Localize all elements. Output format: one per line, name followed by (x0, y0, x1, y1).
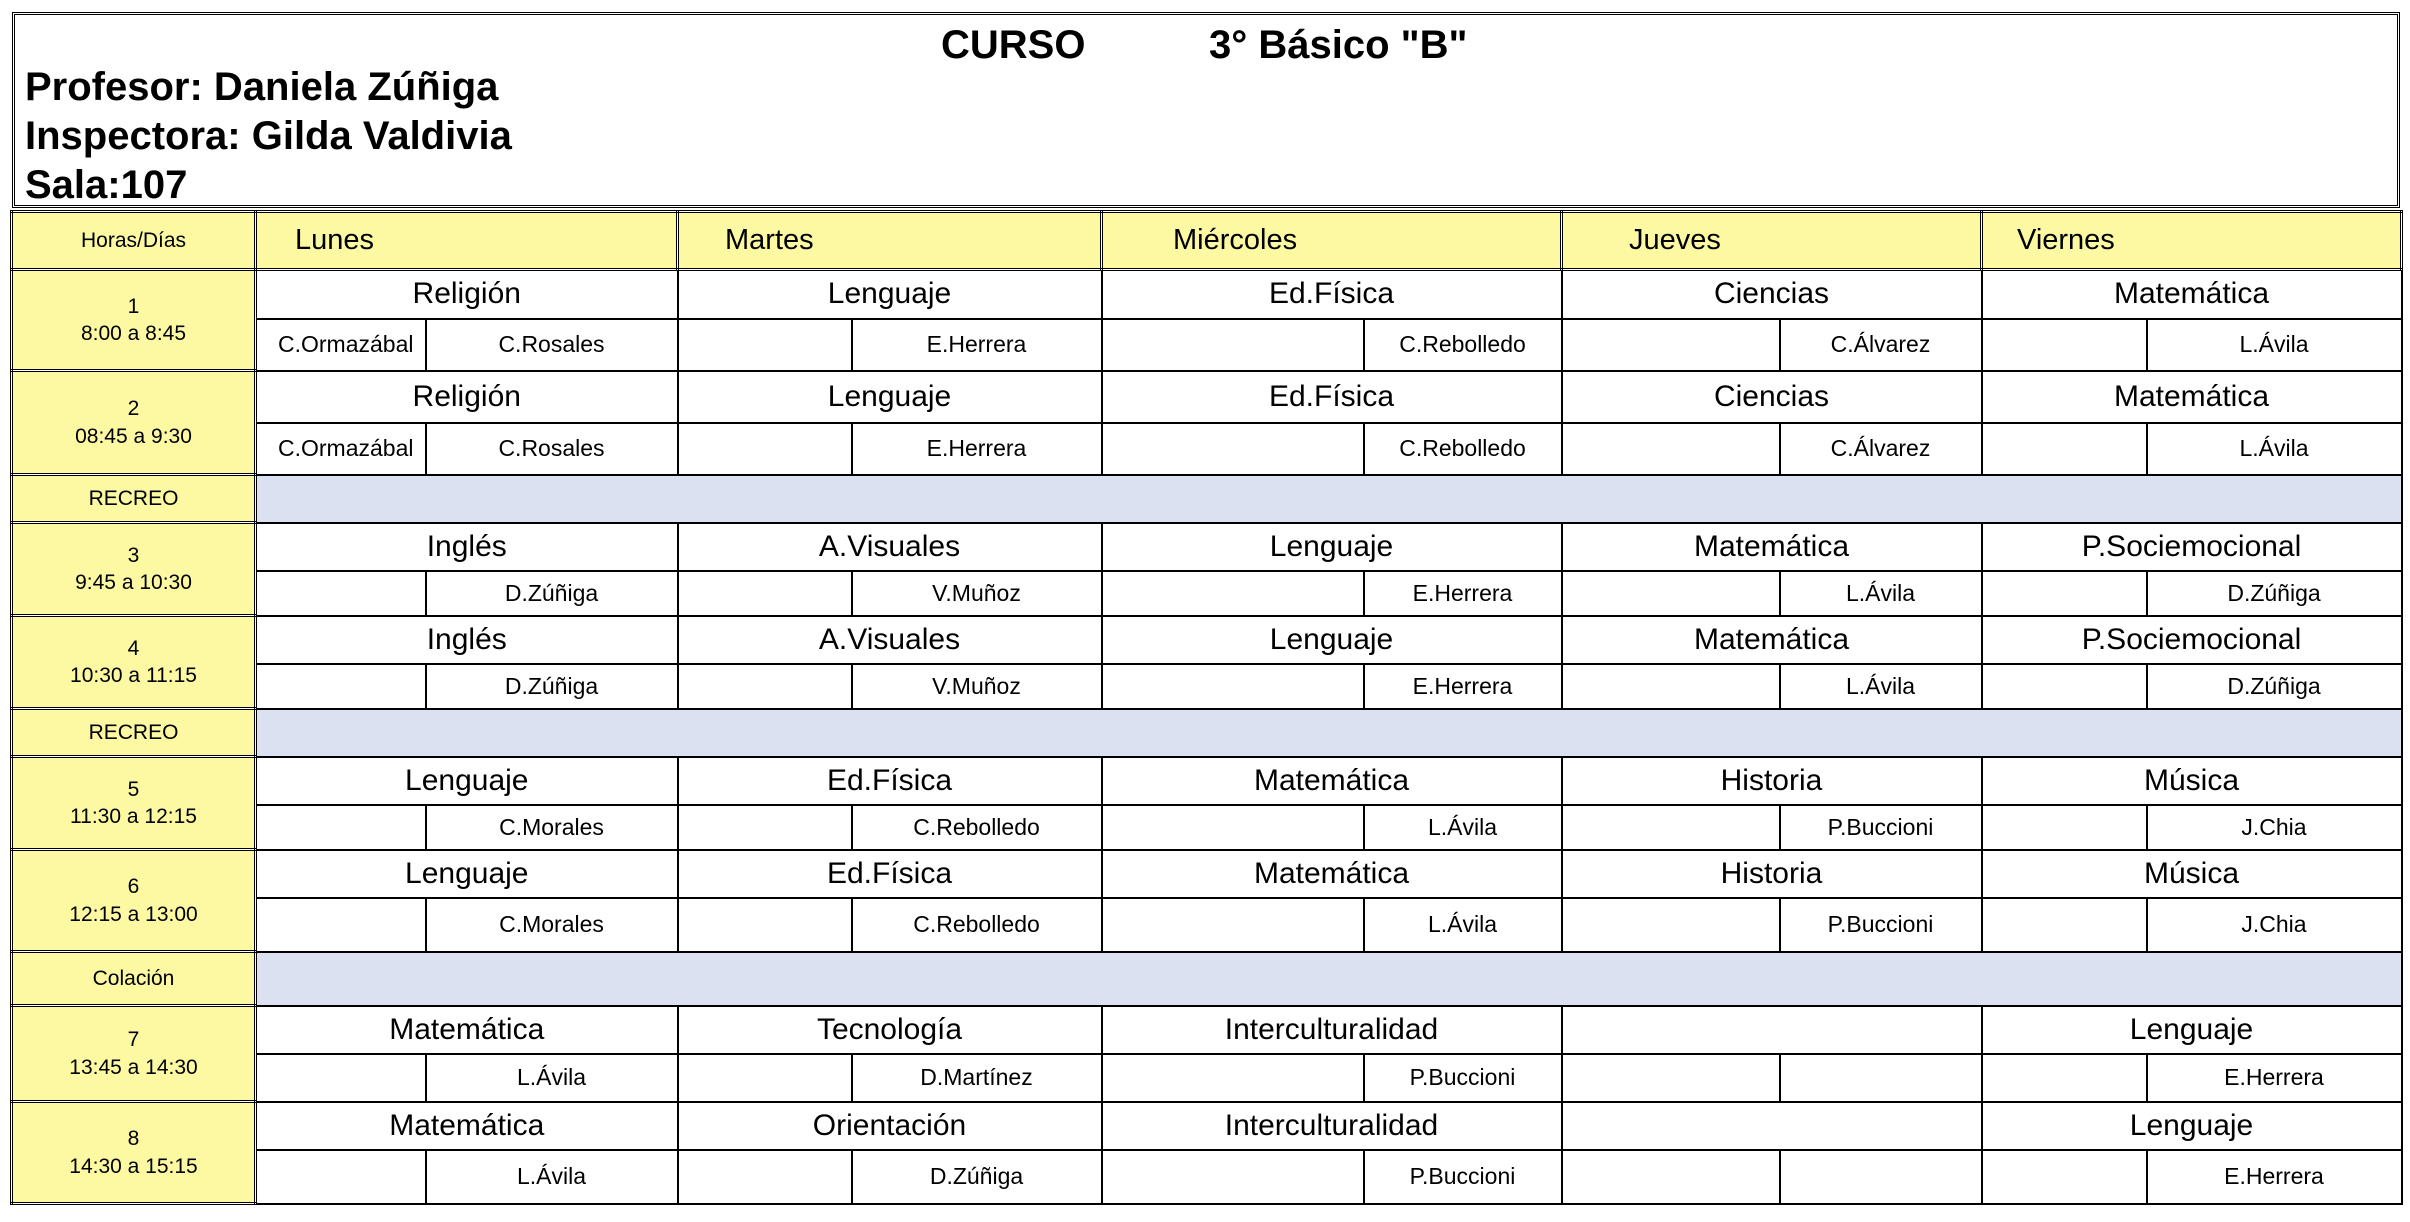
empty-cell (678, 571, 852, 616)
teacher-cell: C.Rosales (426, 319, 678, 371)
period-6-teacher-row (12, 898, 2402, 952)
subject-cell (1562, 1006, 1982, 1054)
days-header-row (12, 212, 2402, 270)
teacher-cell: P.Buccioni (1780, 805, 1982, 850)
subject-cell: Matemática (1562, 616, 1982, 664)
subject-cell: Matemática (1562, 523, 1982, 571)
empty-cell (1562, 571, 1780, 616)
empty-cell (1102, 423, 1364, 475)
empty-cell (1562, 1150, 1780, 1204)
period-3-subject-row (12, 523, 2402, 571)
extra-teacher-cell: C.Ormazábal (256, 319, 426, 371)
break-band (256, 709, 2402, 757)
subject-cell: Ed.Física (678, 850, 1102, 898)
corner-header: Horas/Días (12, 212, 256, 270)
colacion-row (12, 952, 2402, 1006)
teacher-cell: D.Zúñiga (426, 571, 678, 616)
subject-cell: Orientación (678, 1102, 1102, 1150)
subject-cell: Lenguaje (256, 757, 678, 805)
subject-cell: Historia (1562, 850, 1982, 898)
period-time: 10:30 a 11:15 (70, 664, 197, 687)
period-4-teacher-row (12, 664, 2402, 709)
period-time: 08:45 a 9:30 (75, 424, 192, 448)
subject-cell: Matemática (1102, 757, 1562, 805)
day-header-lunes: Lunes (256, 212, 678, 270)
subject-cell: Matemática (1982, 270, 2402, 319)
subject-cell: Lenguaje (678, 371, 1102, 423)
empty-cell (1562, 898, 1780, 952)
empty-cell (1102, 1150, 1364, 1204)
teacher-cell: C.Rebolledo (852, 898, 1102, 952)
subject-cell: P.Sociemocional (1982, 523, 2402, 571)
teacher-cell: C.Morales (426, 898, 678, 952)
period-4-label (12, 616, 256, 709)
subject-cell: Ed.Física (1102, 371, 1562, 423)
teacher-cell: P.Buccioni (1364, 1150, 1562, 1204)
teacher-cell: E.Herrera (852, 319, 1102, 371)
subject-cell: Historia (1562, 757, 1982, 805)
teacher-cell: D.Martínez (852, 1054, 1102, 1102)
period-7-label (12, 1006, 256, 1102)
subject-cell: Música (1982, 850, 2402, 898)
period-time: 12:15 a 13:00 (69, 902, 198, 926)
period-4-subject-row (12, 616, 2402, 664)
teacher-cell: E.Herrera (852, 423, 1102, 475)
empty-cell (1102, 664, 1364, 709)
subject-cell: Inglés (256, 616, 678, 664)
empty-cell (1562, 805, 1780, 850)
subject-cell: Lenguaje (1982, 1006, 2402, 1054)
subject-cell: P.Sociemocional (1982, 616, 2402, 664)
day-header-miercoles: Miércoles (1102, 212, 1562, 270)
recreo-label: RECREO (12, 475, 256, 523)
teacher-cell: L.Ávila (1780, 664, 1982, 709)
period-time: 11:30 a 12:15 (70, 805, 197, 828)
teacher-cell: J.Chia (2147, 898, 2402, 952)
period-time: 8:00 a 8:45 (80, 322, 187, 345)
teacher-cell: V.Muñoz (852, 571, 1102, 616)
teacher-cell: C.Álvarez (1780, 319, 1982, 371)
empty-cell (1982, 898, 2147, 952)
teacher-cell: E.Herrera (2147, 1150, 2402, 1204)
curso-value: 3° Básico "B" (1209, 23, 1468, 67)
teacher-cell: C.Morales (426, 805, 678, 850)
extra-teacher-cell: C.Ormazábal (256, 423, 426, 475)
subject-cell: Religión (256, 371, 678, 423)
empty-cell (1562, 664, 1780, 709)
empty-cell (256, 1054, 426, 1102)
period-time: 9:45 a 10:30 (75, 571, 192, 594)
empty-cell (1982, 319, 2147, 371)
empty-cell (1562, 423, 1780, 475)
subject-cell: Ed.Física (1102, 270, 1562, 319)
empty-cell (1982, 571, 2147, 616)
subject-cell: Matemática (256, 1006, 678, 1054)
inspectora-line: Inspectora: Gilda Valdivia (25, 114, 512, 158)
period-2-subject-row (12, 371, 2402, 423)
subject-cell: Matemática (256, 1102, 678, 1150)
break-band (256, 952, 2402, 1006)
schedule-header (12, 12, 2400, 208)
period-2-teacher-row (12, 423, 2402, 475)
recreo-row (12, 475, 2402, 523)
teacher-cell (1780, 1150, 1982, 1204)
period-1-teacher-row (12, 319, 2402, 371)
subject-cell: Ed.Física (678, 757, 1102, 805)
sala-line: Sala:107 (25, 163, 188, 207)
empty-cell (1102, 319, 1364, 371)
teacher-cell: C.Álvarez (1780, 423, 1982, 475)
teacher-cell: V.Muñoz (852, 664, 1102, 709)
empty-cell (678, 898, 852, 952)
empty-cell (678, 805, 852, 850)
teacher-cell: E.Herrera (1364, 664, 1562, 709)
empty-cell (1102, 898, 1364, 952)
empty-cell (1102, 1054, 1364, 1102)
day-header-jueves: Jueves (1562, 212, 1982, 270)
subject-cell: Lenguaje (1102, 616, 1562, 664)
period-number: 3 (127, 543, 140, 567)
recreo-row (12, 709, 2402, 757)
teacher-cell: L.Ávila (426, 1054, 678, 1102)
empty-cell (1982, 423, 2147, 475)
empty-cell (1982, 664, 2147, 709)
empty-cell (678, 319, 852, 371)
subject-cell: Matemática (1102, 850, 1562, 898)
teacher-cell: D.Zúñiga (2147, 664, 2402, 709)
teacher-cell: D.Zúñiga (852, 1150, 1102, 1204)
subject-cell: Matemática (1982, 371, 2402, 423)
profesor-line: Profesor: Daniela Zúñiga (25, 65, 499, 109)
teacher-cell: C.Rebolledo (1364, 423, 1562, 475)
period-2-label (12, 371, 256, 475)
period-time: 14:30 a 15:15 (69, 1154, 198, 1178)
period-number: 1 (127, 294, 140, 318)
subject-cell: Tecnología (678, 1006, 1102, 1054)
schedule-table (10, 210, 2403, 1205)
period-number: 5 (127, 777, 140, 801)
period-5-teacher-row (12, 805, 2402, 850)
subject-cell: Ciencias (1562, 270, 1982, 319)
teacher-cell: L.Ávila (2147, 319, 2402, 371)
colacion-label: Colación (12, 952, 256, 1006)
subject-cell: Interculturalidad (1102, 1102, 1562, 1150)
period-1-subject-row (12, 270, 2402, 319)
period-number: 2 (127, 397, 140, 421)
subject-cell: A.Visuales (678, 616, 1102, 664)
empty-cell (256, 898, 426, 952)
empty-cell (256, 1150, 426, 1204)
empty-cell (1562, 319, 1780, 371)
teacher-cell (1780, 1054, 1982, 1102)
period-number: 8 (127, 1127, 140, 1151)
period-7-teacher-row (12, 1054, 2402, 1102)
empty-cell (256, 571, 426, 616)
schedule-table-wrapper (10, 210, 2403, 1205)
day-header-viernes: Viernes (1982, 212, 2402, 270)
empty-cell (1982, 805, 2147, 850)
teacher-cell: P.Buccioni (1364, 1054, 1562, 1102)
recreo-label: RECREO (12, 709, 256, 757)
teacher-cell: P.Buccioni (1780, 898, 1982, 952)
empty-cell (1562, 1054, 1780, 1102)
subject-cell (1562, 1102, 1982, 1150)
subject-cell: Música (1982, 757, 2402, 805)
empty-cell (256, 664, 426, 709)
empty-cell (678, 423, 852, 475)
day-header-martes: Martes (678, 212, 1102, 270)
teacher-cell: D.Zúñiga (426, 664, 678, 709)
empty-cell (678, 1054, 852, 1102)
period-8-label (12, 1102, 256, 1204)
empty-cell (256, 805, 426, 850)
period-5-label (12, 757, 256, 850)
period-3-label (12, 523, 256, 616)
subject-cell: Interculturalidad (1102, 1006, 1562, 1054)
period-8-subject-row (12, 1102, 2402, 1150)
teacher-cell: C.Rebolledo (1364, 319, 1562, 371)
period-time: 13:45 a 14:30 (69, 1055, 198, 1079)
subject-cell: Lenguaje (256, 850, 678, 898)
empty-cell (1982, 1054, 2147, 1102)
empty-cell (1102, 571, 1364, 616)
curso-label: CURSO (941, 23, 1086, 67)
subject-cell: Lenguaje (1102, 523, 1562, 571)
teacher-cell: E.Herrera (1364, 571, 1562, 616)
period-6-label (12, 850, 256, 952)
subject-cell: Lenguaje (678, 270, 1102, 319)
period-number: 6 (127, 875, 140, 899)
teacher-cell: L.Ávila (2147, 423, 2402, 475)
empty-cell (1102, 805, 1364, 850)
teacher-cell: E.Herrera (2147, 1054, 2402, 1102)
subject-cell: Inglés (256, 523, 678, 571)
teacher-cell: C.Rebolledo (852, 805, 1102, 850)
period-7-subject-row (12, 1006, 2402, 1054)
period-number: 7 (127, 1028, 140, 1052)
period-1-label (12, 270, 256, 371)
break-band (256, 475, 2402, 523)
empty-cell (1982, 1150, 2147, 1204)
teacher-cell: L.Ávila (426, 1150, 678, 1204)
teacher-cell: J.Chia (2147, 805, 2402, 850)
teacher-cell: C.Rosales (426, 423, 678, 475)
teacher-cell: L.Ávila (1364, 898, 1562, 952)
teacher-cell: L.Ávila (1780, 571, 1982, 616)
teacher-cell: D.Zúñiga (2147, 571, 2402, 616)
period-3-teacher-row (12, 571, 2402, 616)
period-8-teacher-row (12, 1150, 2402, 1204)
subject-cell: A.Visuales (678, 523, 1102, 571)
subject-cell: Lenguaje (1982, 1102, 2402, 1150)
empty-cell (678, 1150, 852, 1204)
subject-cell: Ciencias (1562, 371, 1982, 423)
period-number: 4 (127, 636, 140, 660)
empty-cell (678, 664, 852, 709)
period-5-subject-row (12, 757, 2402, 805)
period-6-subject-row (12, 850, 2402, 898)
teacher-cell: L.Ávila (1364, 805, 1562, 850)
subject-cell: Religión (256, 270, 678, 319)
